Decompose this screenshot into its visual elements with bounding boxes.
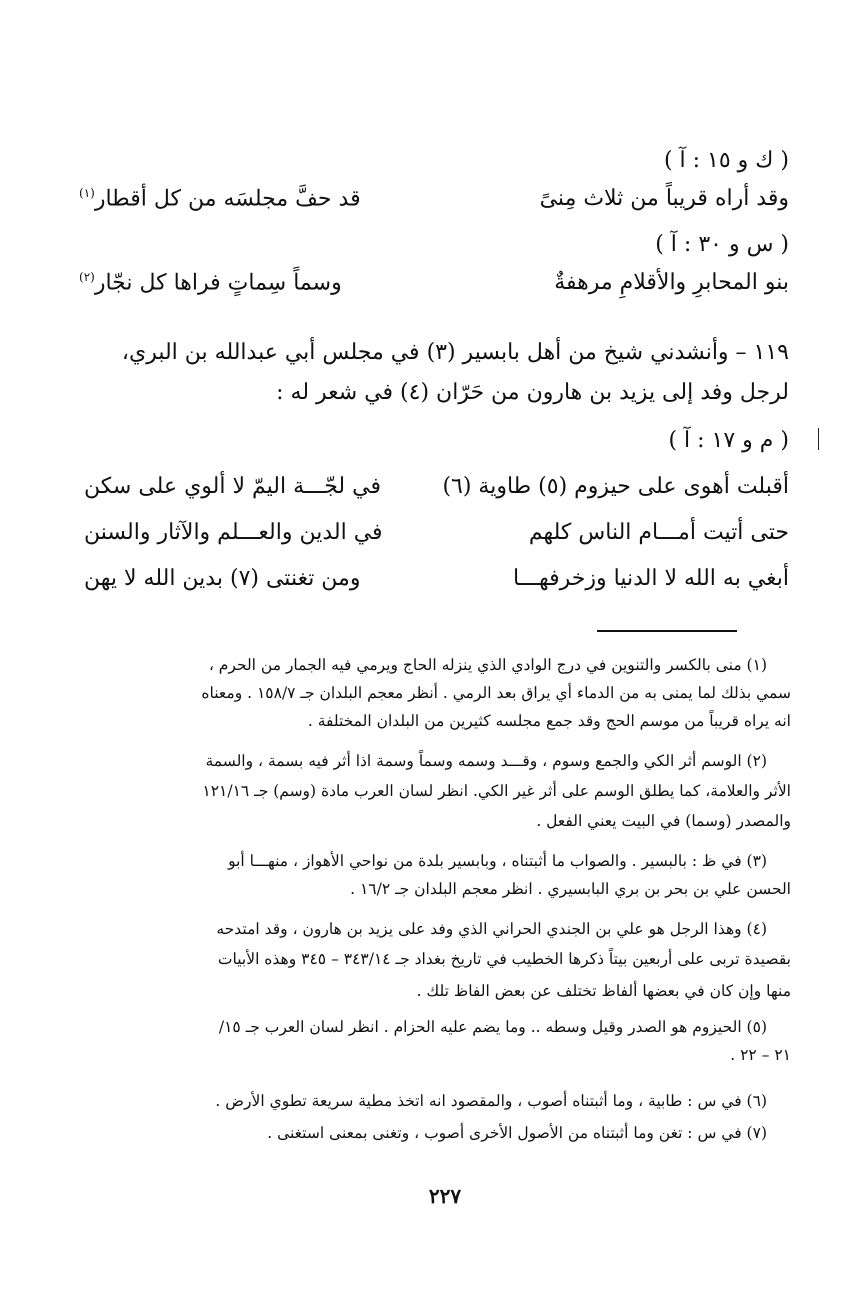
footnote-line: (٥) الحيزوم هو الصدر وقيل وسطه .. وما يضم عليه الحزام . انظر لسان العرب جـ ١٥/	[218, 1018, 767, 1036]
hemistich-first: أقبلت أهوى على حيزوم (٥) طاوية (٦)	[442, 474, 789, 499]
hemistich-second	[79, 186, 361, 211]
footnote-line: (٣) في ظ : بالبسير . والصواب ما أثبتناه ، وبابسير بلدة من نواحي الأهواز ، منهـــا أبو	[228, 852, 767, 870]
source-tag: ( س و ٣٠ : آ )	[655, 232, 789, 257]
footnote-line: الحسن علي بن بحر بن بري البابسيري . انظر معجم البلدان جـ ١٦/٢ .	[350, 880, 791, 898]
verse-line	[79, 186, 789, 211]
verse-line	[79, 270, 789, 295]
poem-line	[84, 566, 789, 591]
hemistich-second: في الدين والعـــلم والآثار والسنن	[84, 520, 383, 545]
hemistich-first: وقد أراه قريباً من ثلاث مِنىً	[539, 186, 789, 211]
footnote-marker: (٢)	[79, 270, 95, 284]
margin-mark	[818, 428, 819, 450]
footnote-line: (٦) في س : طابية ، وما أثبتناه أصوب ، والمقصود انه اتخذ مطية سريعة تطوي الأرض .	[215, 1092, 767, 1110]
footnote-line: (٢) الوسم أثر الكي والجمع وسوم ، وقـــد وسمه وسماً وسمة اذا أثر فيه بسمة ، والسمة	[205, 752, 767, 770]
footnote-line: (٤) وهذا الرجل هو علي بن الجندي الحراني الذي وفد على يزيد بن هارون ، وقد امتدحه	[216, 920, 767, 938]
hemistich-first: حتى أتيت أمـــام الناس كلهم	[528, 520, 789, 545]
hemistich-first: بنو المحابرِ والأقلامِ مرهفةٌ	[554, 270, 789, 295]
poem-line	[84, 474, 789, 499]
hemistich-second-text: وسماً سِماتٍ فراها كل نجّار	[94, 270, 342, 296]
footnote-line: بقصيدة تربى على أربعين بيتاً ذكرها الخطيب في تاريخ بغداد جـ ٣٤٣/١٤ – ٣٤٥ وهذه الأبيات	[217, 950, 791, 968]
footnote-line: ٢١ – ٢٢ .	[730, 1046, 791, 1064]
source-tag: ( ك و ١٥ : آ )	[663, 148, 789, 173]
hemistich-second-text: قد حفَّ مجلسَه من كل أقطار	[94, 186, 361, 212]
footnote-line: الأثر والعلامة، كما يطلق الوسم على أثر غير الكي. انظر لسان العرب مادة (وسم) جـ ١٢١/١٦	[202, 782, 791, 800]
footnote-line: (١) منى بالكسر والتنوين في درج الوادي الذي ينزله الحاج ويرمي فيه الجمار من الحرم ،	[208, 656, 767, 674]
footnote-marker: (١)	[79, 186, 95, 200]
hemistich-second: في لجّـــة اليمّ لا ألوي على سكن	[84, 474, 381, 499]
footnote-line: انه يراه قريباً من موسم الحج وقد جمع مجلسه كثيرين من البلدان المختلفة .	[307, 712, 791, 730]
hemistich-second: ومن تغنتى (٧) بدين الله لا يهن	[84, 566, 361, 591]
source-tag: ( م و ١٧ : آ )	[668, 428, 789, 453]
footnote-separator	[597, 630, 737, 632]
footnote-line: (٧) في س : تغن وما أثبتناه من الأصول الأخرى أصوب ، وتغنى بمعنى استغنى .	[267, 1124, 767, 1142]
paragraph-line: لرجل وفد إلى يزيد بن هارون من حَرّان (٤) في شعر له :	[276, 380, 789, 405]
footnote-line: منها وإن كان في بعضها ألفاظ تختلف عن بعض الفاظ تلك .	[416, 982, 791, 1000]
page-number: ٢٢٧	[428, 1184, 462, 1208]
hemistich-second	[79, 270, 342, 295]
footnote-line: والمصدر (وسما) في البيت يعني الفعل .	[536, 812, 791, 830]
hemistich-first: أبغي به الله لا الدنيا وزخرفهـــا	[512, 566, 789, 591]
poem-line	[84, 520, 789, 545]
footnote-line: سمي بذلك لما يمنى به من الدماء أي يراق بعد الرمي . أنظر معجم البلدان جـ ١٥٨/٧ . ومعناه	[201, 684, 791, 702]
paragraph-line: ١١٩ – وأنشدني شيخ من أهل بابسير (٣) في مجلس أبي عبدالله بن البري،	[121, 340, 789, 365]
